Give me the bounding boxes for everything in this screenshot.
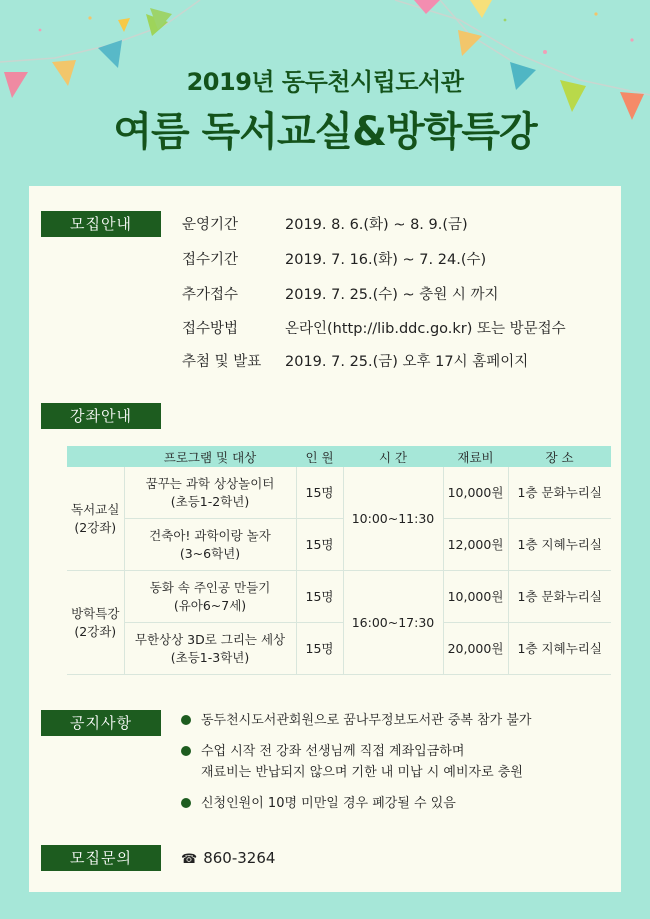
group-cell-special — [67, 571, 124, 675]
time-cell: 10:00~11:30 — [343, 467, 443, 571]
contact-phone — [181, 849, 275, 867]
info-value: 2019. 7. 16.(화) ~ 7. 24.(수) — [285, 252, 487, 268]
info-key: 접수기간 — [182, 252, 239, 268]
notice-text: 신청인원이 10명 미만일 경우 폐강될 수 있음 — [201, 796, 456, 811]
group-count: (2강좌) — [74, 519, 117, 535]
info-key: 추첨 및 발표 — [182, 354, 262, 370]
table-row — [67, 467, 611, 519]
header-program: 프로그램 및 대상 — [124, 446, 296, 467]
info-value: 온라인(http://lib.ddc.go.kr) 또는 방문접수 — [285, 321, 566, 337]
section-label-recruit: 모집안내 — [41, 211, 161, 237]
info-value: 2019. 7. 25.(금) 오후 17시 홈페이지 — [285, 354, 529, 370]
table-row — [67, 519, 611, 571]
flag-small-yellow — [118, 18, 130, 32]
info-key: 접수방법 — [182, 321, 239, 337]
course-table — [67, 446, 611, 675]
program-title: 동화 속 주인공 만들기 — [149, 579, 271, 595]
page-title: 여름 독서교실&방학특강 — [113, 109, 537, 155]
place-cell: 1층 지혜누리실 — [508, 519, 611, 571]
header-capacity: 인 원 — [296, 446, 343, 467]
phone-icon: ☎ — [181, 852, 198, 867]
capacity-cell: 15명 — [296, 623, 343, 675]
content-panel — [29, 186, 621, 892]
section-label-courses: 강좌안내 — [41, 403, 161, 429]
place-cell: 1층 문화누리실 — [508, 467, 611, 519]
info-value: 2019. 7. 25.(수) ~ 충원 시 까지 — [285, 287, 499, 303]
bullet-icon — [181, 715, 191, 725]
program-target: (유아6~7세) — [173, 597, 247, 613]
program-target: (3~6학년) — [179, 545, 241, 561]
section-label-contact: 모집문의 — [41, 845, 161, 871]
place-cell: 1층 문화누리실 — [508, 571, 611, 623]
program-cell — [124, 571, 296, 623]
program-cell — [124, 519, 296, 571]
group-name: 방학특강 — [71, 605, 120, 621]
group-count: (2강좌) — [74, 623, 117, 639]
program-cell — [124, 623, 296, 675]
fee-cell: 10,000원 — [443, 467, 508, 519]
program-title: 무한상상 3D로 그리는 세상 — [134, 631, 286, 647]
fee-cell: 12,000원 — [443, 519, 508, 571]
flag-yellow-3 — [470, 0, 492, 18]
capacity-cell: 15명 — [296, 519, 343, 571]
info-value: 2019. 8. 6.(화) ~ 8. 9.(금) — [285, 217, 468, 233]
program-title: 건축아! 과학이랑 놀자 — [149, 527, 271, 543]
notice-text: 동두천시도서관회원으로 꿈나무정보도서관 중복 참가 불가 — [201, 713, 532, 728]
bullet-icon — [181, 746, 191, 756]
header-time: 시 간 — [343, 446, 443, 467]
group-name: 독서교실 — [71, 501, 120, 517]
bullet-icon — [181, 798, 191, 808]
header-fee: 재료비 — [443, 446, 508, 467]
fee-cell: 20,000원 — [443, 623, 508, 675]
header-place: 장 소 — [508, 446, 611, 467]
program-title: 꿈꾸는 과학 상상놀이터 — [145, 475, 275, 491]
fee-cell: 10,000원 — [443, 571, 508, 623]
program-target: (초등1-3학년) — [170, 649, 250, 665]
notice-text: 재료비는 반납되지 않으며 기한 내 미납 시 예비자로 충원 — [201, 765, 523, 780]
phone-number: 860-3264 — [203, 849, 276, 867]
info-key: 운영기간 — [182, 217, 239, 233]
program-target: (초등1-2학년) — [170, 493, 250, 509]
table-header-row — [67, 446, 611, 467]
notice-text: 수업 시작 전 강좌 선생님께 직접 계좌입금하며 — [201, 744, 465, 759]
header-empty — [67, 446, 124, 467]
flag-yellow-2 — [458, 30, 482, 56]
program-cell — [124, 467, 296, 519]
page-subtitle: 2019년 동두천시립도서관 — [186, 68, 464, 96]
table-row — [67, 623, 611, 675]
info-key: 추가접수 — [182, 287, 239, 303]
capacity-cell: 15명 — [296, 571, 343, 623]
time-cell: 16:00~17:30 — [343, 571, 443, 675]
capacity-cell: 15명 — [296, 467, 343, 519]
section-label-notice: 공지사항 — [41, 710, 161, 736]
group-cell-reading — [67, 467, 124, 571]
table-row — [67, 571, 611, 623]
place-cell: 1층 지혜누리실 — [508, 623, 611, 675]
